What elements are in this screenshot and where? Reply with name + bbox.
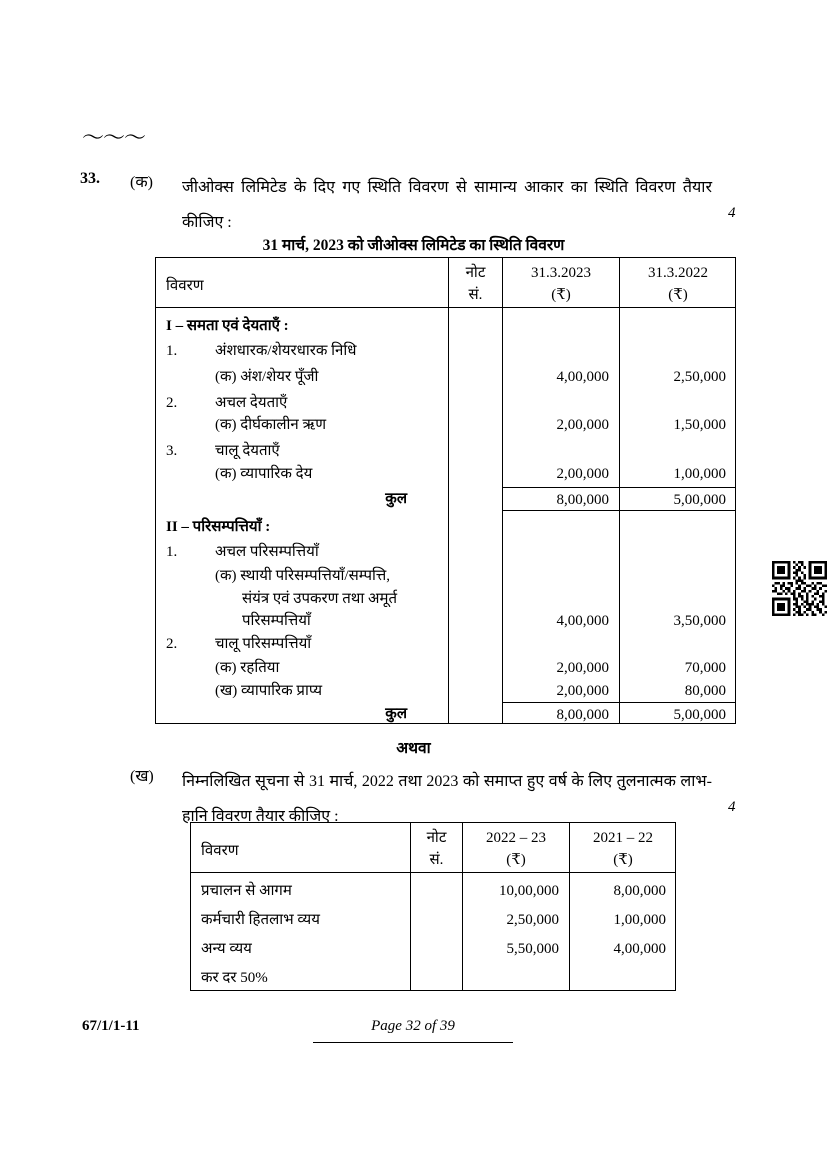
table1-row-2-label: (क) अंश/शेयर पूँजी [215,369,319,385]
table1-header-year2-date: 31.3.2022 [648,265,708,281]
table1-row-5-number: 3. [166,443,178,459]
table1-total1-year2: 5,00,000 [673,492,726,508]
squiggle-decoration: 〜〜〜 [82,126,146,151]
table1-total2-year2: 5,00,000 [673,707,726,723]
table1-row-2-year2: 2,50,000 [673,369,726,385]
table1-header-year1-date: 31.3.2023 [531,265,591,281]
table1-row-13-number: 2. [166,636,178,652]
table2-header-year2-unit: (₹) [613,852,633,868]
table2-row-2-year2: 4,00,000 [613,941,666,957]
table2-row-1-label: कर्मचारी हितलाभ व्यय [201,912,320,928]
table2-row-1-year2: 1,00,000 [613,912,666,928]
question-part-b-text: निम्नलिखित सूचना से 31 मार्च, 2022 तथा 2023 को समाप्त हुए वर्ष के लिए तुलनात्मक लाभ-हानि विवरण तैयार कीजिए : [182,773,712,825]
footer-rule [313,1042,513,1043]
qr-code [772,561,827,616]
table1-row-4-year1: 2,00,000 [556,417,609,433]
table1-total1-year1: 8,00,000 [556,492,609,508]
table2-row-1-year1: 2,50,000 [506,912,559,928]
question-part-a-marks: 4 [728,205,736,221]
table1-vrule-note-right [502,257,503,724]
table2-row-2-label: अन्य व्यय [201,941,252,957]
table1-row-10-label: (क) स्थायी परिसम्पत्तियाँ/सम्पत्ति, [215,568,391,584]
table2-header-year2-range: 2021 – 22 [593,830,653,846]
table1-row-15-year1: 2,00,000 [556,683,609,699]
table2-vrule-note-left [410,822,411,991]
table1-row-1-number: 1. [166,343,178,359]
table1-row-12-label: परिसम्पत्तियाँ [242,613,311,629]
table2-vrule-note-right [462,822,463,991]
table1-row-13-label: चालू परिसम्पत्तियाँ [215,636,312,652]
table1-row-2-year1: 4,00,000 [556,369,609,385]
table1-row-11-label: संयंत्र एवं उपकरण तथा अमूर्त [242,591,397,607]
table1-row-12-year2: 3,50,000 [673,613,726,629]
table2-row-3-label: कर दर 50% [201,970,268,986]
page-number: Page 32 of 39 [371,1018,455,1034]
table1-row-3-number: 2. [166,395,178,411]
table1-header-year2-unit: (₹) [668,287,688,303]
question-part-b-label: (ख) [130,768,154,785]
table1-row-9-label: अचल परिसम्पत्तियाँ [215,544,319,560]
table1-title: 31 मार्च, 2023 को जीओक्स लिमिटेड का स्थिति विवरण [262,237,565,254]
table1-row-14-year1: 2,00,000 [556,660,609,676]
table1-row-section1-title: I – समता एवं देयताएँ : [166,318,289,334]
table1-header-year1-unit: (₹) [551,287,571,303]
table1-row-15-year2: 80,000 [684,683,726,699]
question-part-b-marks: 4 [728,799,736,815]
table1-row-14-label: (क) रहतिया [215,660,280,676]
table1-row-12-year1: 4,00,000 [556,613,609,629]
question-number: 33. [80,170,100,187]
paper-code: 67/1/1-11 [82,1018,140,1034]
table1-row-6-year1: 2,00,000 [556,466,609,482]
table1-row-6-label: (क) व्यापारिक देय [215,466,313,482]
question-part-a-label: (क) [130,174,153,191]
table1-row-3-label: अचल देयताएँ [215,395,288,411]
table1-row-15-label: (ख) व्यापारिक प्राप्य [215,683,323,699]
table1-row-4-label: (क) दीर्घकालीन ऋण [215,417,327,433]
table2-row-0-year2: 8,00,000 [613,883,666,899]
table2-header-year1-unit: (₹) [506,852,526,868]
table1-row-14-year2: 70,000 [684,660,726,676]
table2-header-note-line1: नोट [426,830,447,846]
table1-header-note-line1: नोट [465,265,486,281]
table2-header-desc: विवरण [201,843,239,859]
question-part-a-text: जीओक्स लिमिटेड के दिए गए स्थिति विवरण से सामान्य आकार का स्थिति विवरण तैयार कीजिए : [182,179,712,231]
table1-row-6-year2: 1,00,000 [673,466,726,482]
table2-row-0-label: प्रचालन से आगम [201,883,292,899]
table1-total2-label: कुल [385,706,407,722]
table1-total1-label: कुल [385,491,407,507]
or-label: अथवा [396,740,431,757]
table1-header-desc: विवरण [166,278,204,294]
table2-vrule-years [569,822,570,991]
table2-row-2-year1: 5,50,000 [506,941,559,957]
table1-total2-year1: 8,00,000 [556,707,609,723]
table1-vrule-years [619,257,620,724]
table1-row-4-year2: 1,50,000 [673,417,726,433]
table1-header-note-line2: सं. [468,287,483,303]
table2-header-year1-range: 2022 – 23 [486,830,546,846]
table1-row-5-label: चालू देयताएँ [215,443,280,459]
table1-row-section2-title: II – परिसम्पत्तियाँ : [166,519,271,535]
table1-row-9-number: 1. [166,544,178,560]
table1-row-1-label: अंशधारक/शेयरधारक निधि [215,343,357,359]
table2-row-0-year1: 10,00,000 [499,883,559,899]
table2-header-note-line2: सं. [429,852,444,868]
